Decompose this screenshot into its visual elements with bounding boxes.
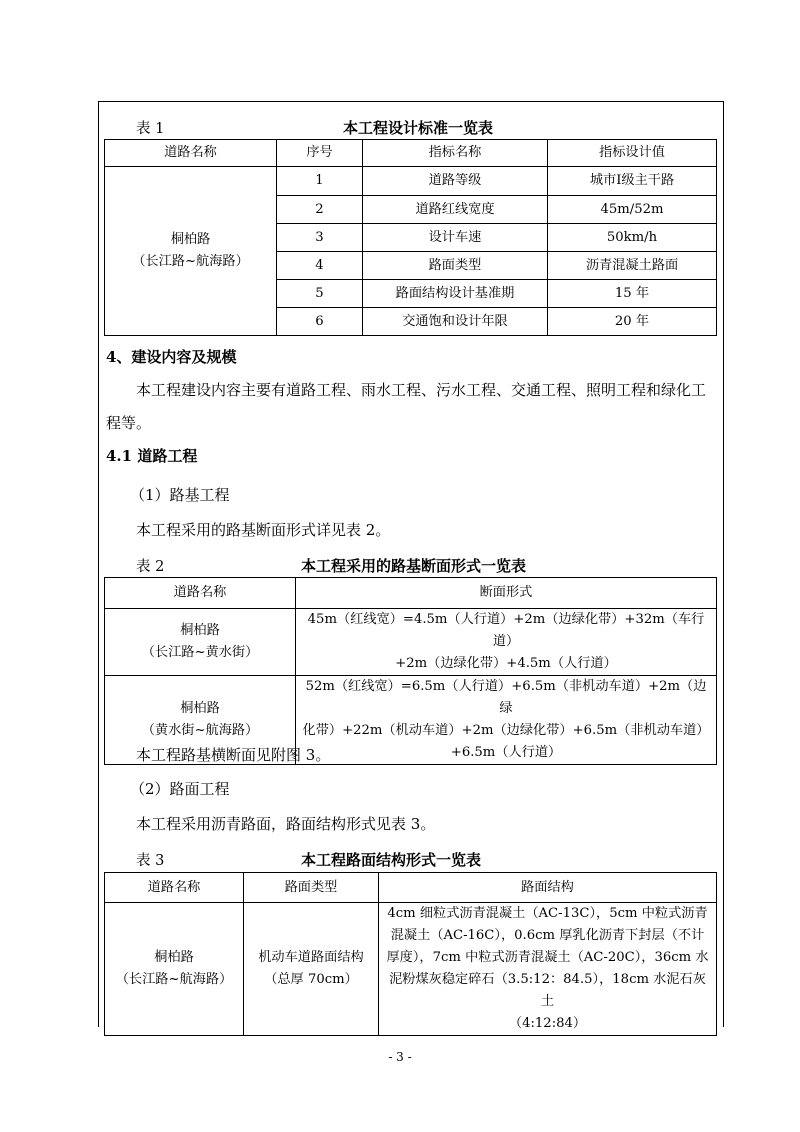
section-line: 45m（红线宽）=4.5m（人行道）+2m（边绿化带）+32m（车行道） [307, 612, 705, 649]
structure-line: 混凝土（AC-16C），0.6cm 厚乳化沥青下封层（不计 [390, 928, 705, 943]
table-cell: 设计车速 [363, 224, 548, 252]
road-name: 桐柏路 [154, 950, 194, 965]
table1-header: 道路名称 [105, 140, 277, 167]
table2-section-cell [296, 609, 717, 676]
item-text: 本工程采用的路基断面形式详见表 2。 [136, 521, 391, 539]
figure-note: 本工程路基横断面见附图 3。 [136, 746, 331, 764]
road-section: （黄水街~航海路） [141, 723, 259, 738]
table-cell: 沥青混凝土路面 [548, 252, 717, 280]
section-line: 52m（红线宽）=6.5m（人行道）+6.5m（非机动车道）+2m（边绿 [305, 679, 707, 716]
subsection-heading: 4.1 道路工程 [106, 447, 198, 465]
section-line: +2m（边绿化带）+4.5m（人行道） [395, 656, 617, 671]
table3-structure-cell [379, 903, 717, 1036]
table-cell: 45m/52m [548, 196, 717, 224]
table3 [104, 872, 717, 1036]
road-section: （长江路~黄水街） [141, 645, 259, 660]
table2 [104, 577, 717, 765]
table-cell: 6 [277, 308, 363, 336]
structure-line: 4cm 细粒式沥青混凝土（AC-13C），5cm 中粒式沥青 [387, 906, 708, 921]
table1-label: 表 1 [136, 121, 165, 137]
table3-header: 路面结构 [379, 873, 717, 903]
table-cell: 15 年 [548, 280, 717, 308]
table1-header: 指标设计值 [548, 140, 717, 167]
road-section: （长江路~航海路） [132, 254, 249, 269]
table3-header: 道路名称 [105, 873, 244, 903]
table-cell: 道路红线宽度 [363, 196, 548, 224]
table-cell: 3 [277, 224, 363, 252]
structure-line: （4:12:84） [508, 1016, 587, 1031]
table1-header: 指标名称 [363, 140, 548, 167]
table-cell: 5 [277, 280, 363, 308]
table-cell: 城市Ⅰ级主干路 [548, 167, 717, 196]
item-heading: （1）路基工程 [130, 486, 230, 504]
table1-road-cell [105, 167, 277, 336]
table2-header: 道路名称 [105, 578, 296, 609]
table2-label: 表 2 [136, 559, 165, 575]
table3-title: 本工程路面结构形式一览表 [301, 851, 482, 869]
section-heading: 4、建设内容及规模 [106, 348, 237, 366]
pavement-thickness: （总厚 70cm） [264, 972, 358, 987]
section-line: +6.5m（人行道） [450, 745, 562, 760]
road-name: 桐柏路 [180, 701, 220, 716]
table-cell: 路面结构设计基准期 [363, 280, 548, 308]
table3-label: 表 3 [136, 853, 165, 869]
table1-title: 本工程设计标准一览表 [343, 119, 494, 137]
table2-title: 本工程采用的路基断面形式一览表 [301, 557, 527, 575]
section-paragraph: 本工程建设内容主要有道路工程、雨水工程、污水工程、交通工程、照明工程和绿化工程等。 [106, 381, 707, 432]
road-name: 桐柏路 [180, 623, 220, 638]
page-number: - 3 - [388, 1050, 412, 1064]
road-name: 桐柏路 [170, 232, 211, 247]
table-cell: 2 [277, 196, 363, 224]
structure-line: 泥粉煤灰稳定碎石（3.5:12：84.5），18cm 水泥石灰土 [389, 972, 706, 1009]
table-cell: 道路等级 [363, 167, 548, 196]
road-section: （长江路~航海路） [115, 972, 233, 987]
table-cell: 20 年 [548, 308, 717, 336]
table2-road-cell [105, 609, 296, 676]
table-cell: 4 [277, 252, 363, 280]
item-text: 本工程采用沥青路面，路面结构形式见表 3。 [136, 815, 436, 833]
table-cell: 路面类型 [363, 252, 548, 280]
item-heading: （2）路面工程 [130, 780, 230, 798]
table-cell: 交通饱和设计年限 [363, 308, 548, 336]
table3-road-cell [105, 903, 244, 1036]
pavement-type: 机动车道路面结构 [258, 950, 364, 965]
table1 [104, 139, 717, 336]
table3-type-cell [244, 903, 379, 1036]
section-line: 化带）+22m（机动车道）+2m（边绿化带）+6.5m（非机动车道） [302, 723, 710, 738]
structure-line: 厚度），7cm 中粒式沥青混凝土（AC-20C），36cm 水 [386, 950, 709, 965]
table-cell: 1 [277, 167, 363, 196]
table1-header: 序号 [277, 140, 363, 167]
table2-header: 断面形式 [296, 578, 717, 609]
table-cell: 50km/h [548, 224, 717, 252]
table3-header: 路面类型 [244, 873, 379, 903]
